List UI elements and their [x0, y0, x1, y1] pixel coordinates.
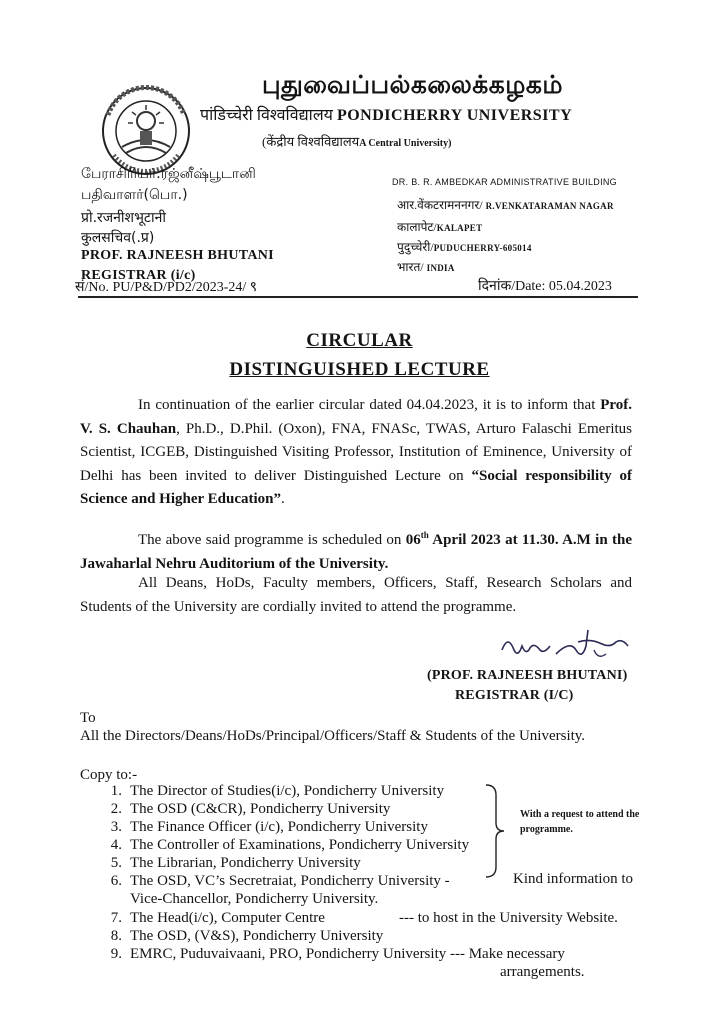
address-locality — [397, 218, 482, 235]
list-item-number: 1. — [110, 783, 122, 799]
list-item-number: 8. — [110, 928, 122, 944]
address-locality-english: KALAPET — [436, 223, 483, 233]
list-item — [95, 800, 390, 818]
p3-invitation: All Deans, HoDs, Faculty members, Officers, Staff, Research Scholars and Students of the University are cordially invited to attend the programme. — [80, 575, 632, 615]
address-street-english: R.VENKATARAMAN NAGAR — [485, 201, 614, 211]
list-item-text: arrangements. — [500, 964, 585, 980]
circular-subtitle: DISTINGUISHED LECTURE — [229, 359, 490, 380]
central-university-english: A Central University) — [359, 138, 452, 149]
list-item-text: The Director of Studies(i/c), Pondicherry University — [130, 783, 445, 799]
list-item-text: The OSD (C&CR), Pondicherry University — [130, 801, 391, 817]
body-paragraph-1 — [80, 394, 632, 512]
university-logo — [100, 85, 192, 177]
university-name-tamil: புதுவைப்பல்கலைக்கழகம் — [262, 70, 563, 99]
p1-end: . — [281, 491, 285, 508]
list-item — [95, 909, 618, 927]
body-paragraph-3 — [80, 572, 632, 619]
list-item — [500, 963, 585, 981]
lecture-time-venue: April 2023 at 11.30. A.M in the Jawaharlal Nehru Auditorium of the University. — [80, 532, 632, 572]
list-item-number: 7. — [110, 910, 122, 926]
lecture-topic: “Social responsibility of Science and Higher Education” — [80, 467, 632, 508]
registrar-english-title: REGISTRAR (i/c) — [81, 268, 196, 283]
central-university-line — [262, 132, 451, 150]
address-street-hindi: आर.वेंकटरामननगर/ — [397, 198, 483, 212]
address-building: DR. B. R. AMBEDKAR ADMINISTRATIVE BUILDING — [392, 177, 617, 187]
kind-information-note: Kind information to — [513, 871, 633, 887]
body-paragraph-2 — [80, 524, 632, 576]
university-name-hindi-english — [200, 103, 572, 125]
list-item-text: The Controller of Examinations, Pondicherry University — [130, 837, 470, 853]
circular-title: CIRCULAR — [306, 330, 413, 351]
list-item — [95, 782, 444, 800]
registrar-hindi-name: प्रो.रजनीशभूटानी — [81, 210, 166, 226]
signatory-name: (PROF. RAJNEESH BHUTANI) — [427, 668, 628, 683]
list-item — [95, 854, 361, 872]
list-item-number: 2. — [110, 801, 122, 817]
university-name-english: PONDICHERRY UNIVERSITY — [336, 107, 573, 124]
list-item-text: Vice-Chancellor, Pondicherry University. — [130, 891, 379, 907]
handwritten-signature — [494, 620, 634, 668]
day-suffix: th — [420, 530, 429, 540]
list-item-number: 3. — [110, 819, 122, 835]
reference-number: सं/No. PU/P&D/PD2/2023-24/ ९ — [75, 280, 258, 295]
address-country — [397, 258, 455, 275]
university-name-hindi: पांडिच्चेरी विश्वविद्यालय — [200, 107, 333, 124]
list-item-text: The Finance Officer (i/c), Pondicherry University — [130, 819, 428, 835]
address-country-hindi: भारत/ — [397, 260, 424, 274]
list-item-text: EMRC, Puduvaivaani, PRO, Pondicherry University --- Make necessary — [130, 946, 565, 962]
website-note: --- to host in the University Website. — [399, 910, 618, 926]
copy-to-label: Copy to:- — [80, 767, 138, 783]
registrar-tamil-name: பேராசிரியர்.ரஜ்னீஷ்பூடானி — [81, 166, 256, 182]
address-city-english: PUDUCHERRY-605014 — [433, 243, 532, 253]
list-item — [95, 945, 565, 963]
p1-intro: In continuation of the earlier circular dated 04.04.2023, it is to inform that — [138, 397, 596, 413]
speaker-name: Prof. V. S. Chauhan — [80, 397, 632, 437]
list-item-text: The OSD, VC’s Secretraiat, Pondicherry University - — [130, 873, 450, 889]
address-street — [397, 196, 614, 213]
registrar-english-name: PROF. RAJNEESH BHUTANI — [81, 248, 274, 263]
list-item — [95, 836, 469, 854]
p2-intro: The above said programme is scheduled on — [138, 532, 406, 548]
list-item — [95, 818, 428, 836]
lecture-day: 06 — [405, 532, 421, 548]
list-item — [95, 890, 378, 908]
list-item-text: The Librarian, Pondicherry University — [130, 855, 361, 871]
address-locality-hindi: कालापेट/ — [397, 220, 437, 234]
list-item-text: The Head(i/c), Computer Centre — [130, 910, 325, 926]
list-item — [95, 872, 450, 890]
brace-note: With a request to attend the programme. — [520, 809, 640, 835]
to-label: To — [80, 710, 96, 726]
signatory-title: REGISTRAR (I/C) — [455, 688, 574, 703]
to-recipients: All the Directors/Deans/HoDs/Principal/Officers/Staff & Students of the University. — [80, 728, 586, 744]
registrar-tamil-title: பதிவாளர்(பொ.) — [81, 187, 188, 203]
list-item-number: 9. — [110, 946, 122, 962]
central-university-hindi: (केंद्रीय विश्वविद्यालय — [262, 134, 360, 149]
address-country-english: INDIA — [426, 263, 455, 273]
p1-details: , Ph.D., D.Phil. (Oxon), FNA, FNASc, TWAS, Arturo Falaschi Emeritus Scientist, ICGEB, Distinguished Visiting Professor, Institution of Eminence, University of Delhi has been invited to deliver Distinguished Lecture on — [80, 420, 632, 484]
registrar-hindi-title: कुलसचिव(.प्र) — [81, 230, 155, 246]
list-item-text: The OSD, (V&S), Pondicherry University — [130, 928, 384, 944]
list-item — [95, 927, 383, 945]
address-city-hindi: पुदुच्चेरी/ — [397, 240, 434, 254]
list-item-number: 5. — [110, 855, 122, 871]
address-city — [397, 238, 532, 255]
circular-date: दिनांक/Date: 05.04.2023 — [478, 279, 612, 294]
list-item-number: 4. — [110, 837, 122, 853]
grouping-brace — [484, 783, 508, 879]
list-item-number: 6. — [110, 873, 122, 889]
header-divider — [78, 296, 638, 298]
